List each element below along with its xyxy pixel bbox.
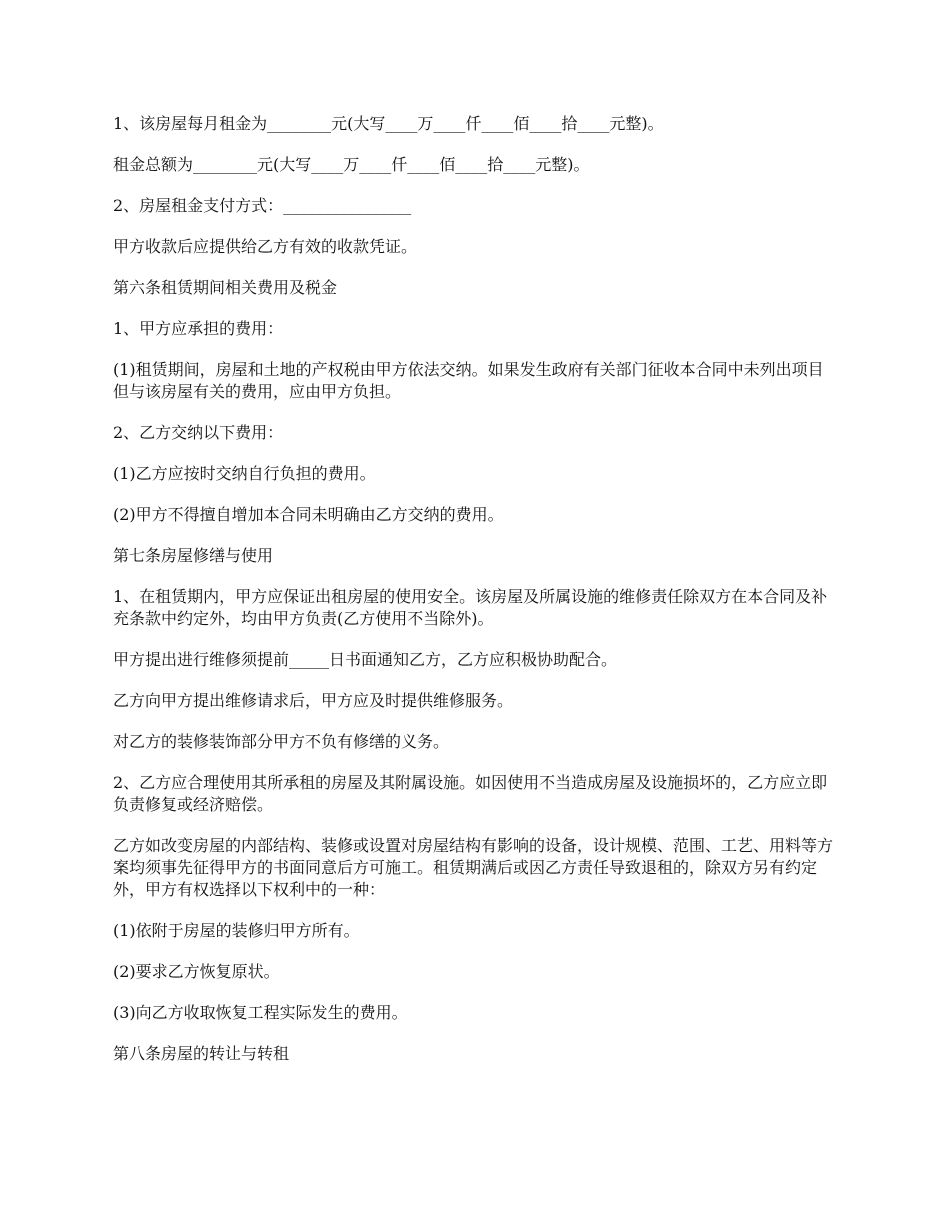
article-6-heading: 第六条租赁期间相关费用及税金 [113, 278, 338, 297]
clause-b-pay-on-time: (1)乙方应按时交纳自行负担的费用。 [113, 464, 376, 483]
clause-option-2: (2)要求乙方恢复原状。 [113, 962, 280, 981]
clause-payment-method: 2、房屋租金支付方式：________________ [113, 196, 412, 215]
clause-no-extra-fees: (2)甲方不得擅自增加本合同未明确由乙方交纳的费用。 [113, 505, 504, 524]
article-8-heading: 第八条房屋的转让与转租 [113, 1044, 290, 1063]
clause-decoration-exempt: 对乙方的装修装饰部分甲方不负有修缮的义务。 [113, 732, 450, 751]
clause-proper-use: 2、乙方应合理使用其所承租的房屋及其附属设施。如因使用不当造成房屋及设施损坏的，乙方应立即负责修复或经济赔偿。 [113, 773, 828, 814]
clause-monthly-rent: 1、该房屋每月租金为________元(大写____万____仟____佰____拾____元整)。 [113, 114, 664, 133]
clause-receipt: 甲方收款后应提供给乙方有效的收款凭证。 [113, 237, 418, 256]
clause-option-1: (1)依附于房屋的装修归甲方所有。 [113, 921, 360, 940]
clause-alteration: 乙方如改变房屋的内部结构、装修或设置对房屋结构有影响的设备，设计规模、范围、工艺、用料等方案均须事先征得甲方的书面同意后方可施工。租赁期满后或因乙方责任导致退租的，除双方另有约定外，甲方有权选择以下权利中的一种： [113, 836, 834, 899]
document-page [113, 113, 838, 1084]
clause-repair-notice: 甲方提出进行维修须提前_____日书面通知乙方，乙方应积极协助配合。 [113, 650, 618, 669]
clause-repair-safety: 1、在租赁期内，甲方应保证出租房屋的使用安全。该房屋及所属设施的维修责任除双方在本合同及补充条款中约定外，均由甲方负责(乙方使用不当除外)。 [113, 587, 828, 628]
clause-party-b-fees: 2、乙方交纳以下费用： [113, 423, 284, 442]
clause-repair-service: 乙方向甲方提出维修请求后，甲方应及时提供维修服务。 [113, 691, 514, 710]
clause-property-tax: (1)租赁期间，房屋和土地的产权税由甲方依法交纳。如果发生政府有关部门征收本合同中未列出项目但与该房屋有关的费用，应由甲方负担。 [113, 360, 824, 401]
clause-party-a-fees: 1、甲方应承担的费用： [113, 319, 284, 338]
article-7-heading: 第七条房屋修缮与使用 [113, 546, 274, 565]
clause-option-3: (3)向乙方收取恢复工程实际发生的费用。 [113, 1003, 408, 1022]
clause-total-rent: 租金总额为________元(大写____万____仟____佰____拾____元整)。 [113, 155, 590, 174]
